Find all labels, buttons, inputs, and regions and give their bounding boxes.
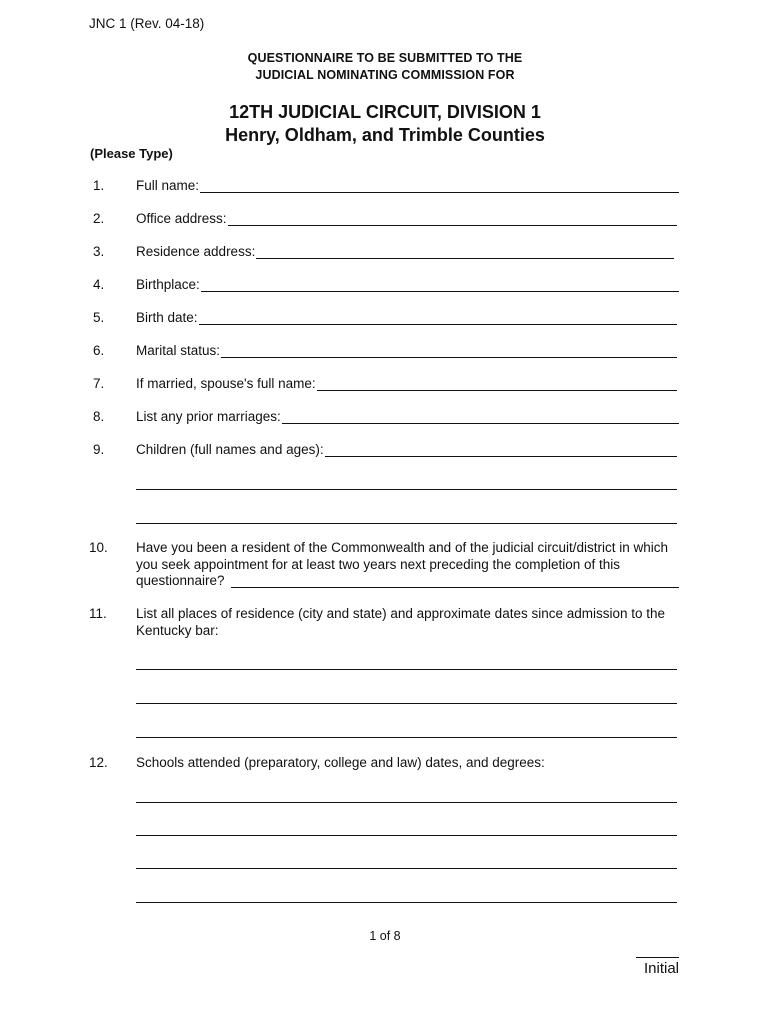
question-number: 7. xyxy=(93,376,105,391)
question-row xyxy=(136,178,679,193)
question-number: 4. xyxy=(93,277,105,292)
question-row xyxy=(136,442,677,457)
children-label: Children (full names and ages): xyxy=(136,442,324,457)
spouse-name-label: If married, spouse's full name: xyxy=(136,376,316,391)
header-line-2: JUDICIAL NOMINATING COMMISSION FOR xyxy=(255,68,515,82)
question-row xyxy=(136,573,679,588)
header-line-1: QUESTIONNAIRE TO BE SUBMITTED TO THE xyxy=(247,51,523,65)
marital-status-label: Marital status: xyxy=(136,343,221,358)
schools-attended-text: Schools attended (preparatory, college and law) dates, and degrees: xyxy=(136,755,545,770)
birth-date-label: Birth date: xyxy=(136,310,198,325)
residency-question-text: Have you been a resident of the Commonwealth and of the judicial circuit/district in which you seek appointment for at least two years next preceding the completion of this xyxy=(136,540,669,572)
full-name-label: Full name: xyxy=(136,178,200,193)
residency-answer-field[interactable] xyxy=(231,573,679,588)
question-number: 10. xyxy=(89,540,108,555)
birthplace-field[interactable] xyxy=(201,277,679,292)
question-number: 12. xyxy=(89,755,108,770)
prior-marriages-label: List any prior marriages: xyxy=(136,409,281,424)
form-id: JNC 1 (Rev. 04-18) xyxy=(89,16,205,31)
question-row xyxy=(136,409,679,424)
title-line-1: 12TH JUDICIAL CIRCUIT, DIVISION 1 xyxy=(229,102,541,122)
initial-field[interactable] xyxy=(636,957,679,958)
question-number: 3. xyxy=(93,244,105,259)
question-row xyxy=(136,376,677,391)
question-row xyxy=(136,211,677,226)
residence-history-line[interactable] xyxy=(136,668,677,670)
children-field[interactable] xyxy=(325,442,677,457)
schools-attended-line[interactable] xyxy=(136,901,677,903)
schools-attended-line[interactable] xyxy=(136,801,677,803)
question-number: 6. xyxy=(93,343,105,358)
schools-attended-line[interactable] xyxy=(136,834,677,836)
please-type-note: (Please Type) xyxy=(90,146,173,161)
prior-marriages-field[interactable] xyxy=(282,409,679,424)
question-number: 11. xyxy=(89,606,107,621)
residence-address-label: Residence address: xyxy=(136,244,256,259)
question-number: 8. xyxy=(93,409,105,424)
office-address-label: Office address: xyxy=(136,211,227,226)
title-line-2: Henry, Oldham, and Trimble Counties xyxy=(225,125,545,145)
full-name-field[interactable] xyxy=(200,178,679,193)
birthplace-label: Birthplace: xyxy=(136,277,200,292)
spouse-name-field[interactable] xyxy=(317,376,677,391)
question-number: 1. xyxy=(93,178,105,193)
children-field-line[interactable] xyxy=(136,522,677,524)
birth-date-field[interactable] xyxy=(199,310,677,325)
residence-history-text: List all places of residence (city and state) and approximate dates since admission to the Kentucky bar: xyxy=(136,606,666,638)
marital-status-field[interactable] xyxy=(221,343,677,358)
residence-history-line[interactable] xyxy=(136,702,677,704)
question-row xyxy=(136,310,677,325)
schools-attended-line[interactable] xyxy=(136,867,677,869)
question-number: 5. xyxy=(93,310,105,325)
question-number: 2. xyxy=(93,211,105,226)
question-row xyxy=(136,343,677,358)
residence-address-field[interactable] xyxy=(256,244,674,259)
question-row xyxy=(136,244,674,259)
question-row xyxy=(136,277,679,292)
residency-question-end: questionnaire? xyxy=(136,573,225,588)
page-number: 1 of 8 xyxy=(369,929,401,943)
question-number: 9. xyxy=(93,442,105,457)
children-field-line[interactable] xyxy=(136,488,677,490)
residence-history-line[interactable] xyxy=(136,736,677,738)
initial-label: Initial xyxy=(644,960,680,977)
office-address-field[interactable] xyxy=(228,211,677,226)
